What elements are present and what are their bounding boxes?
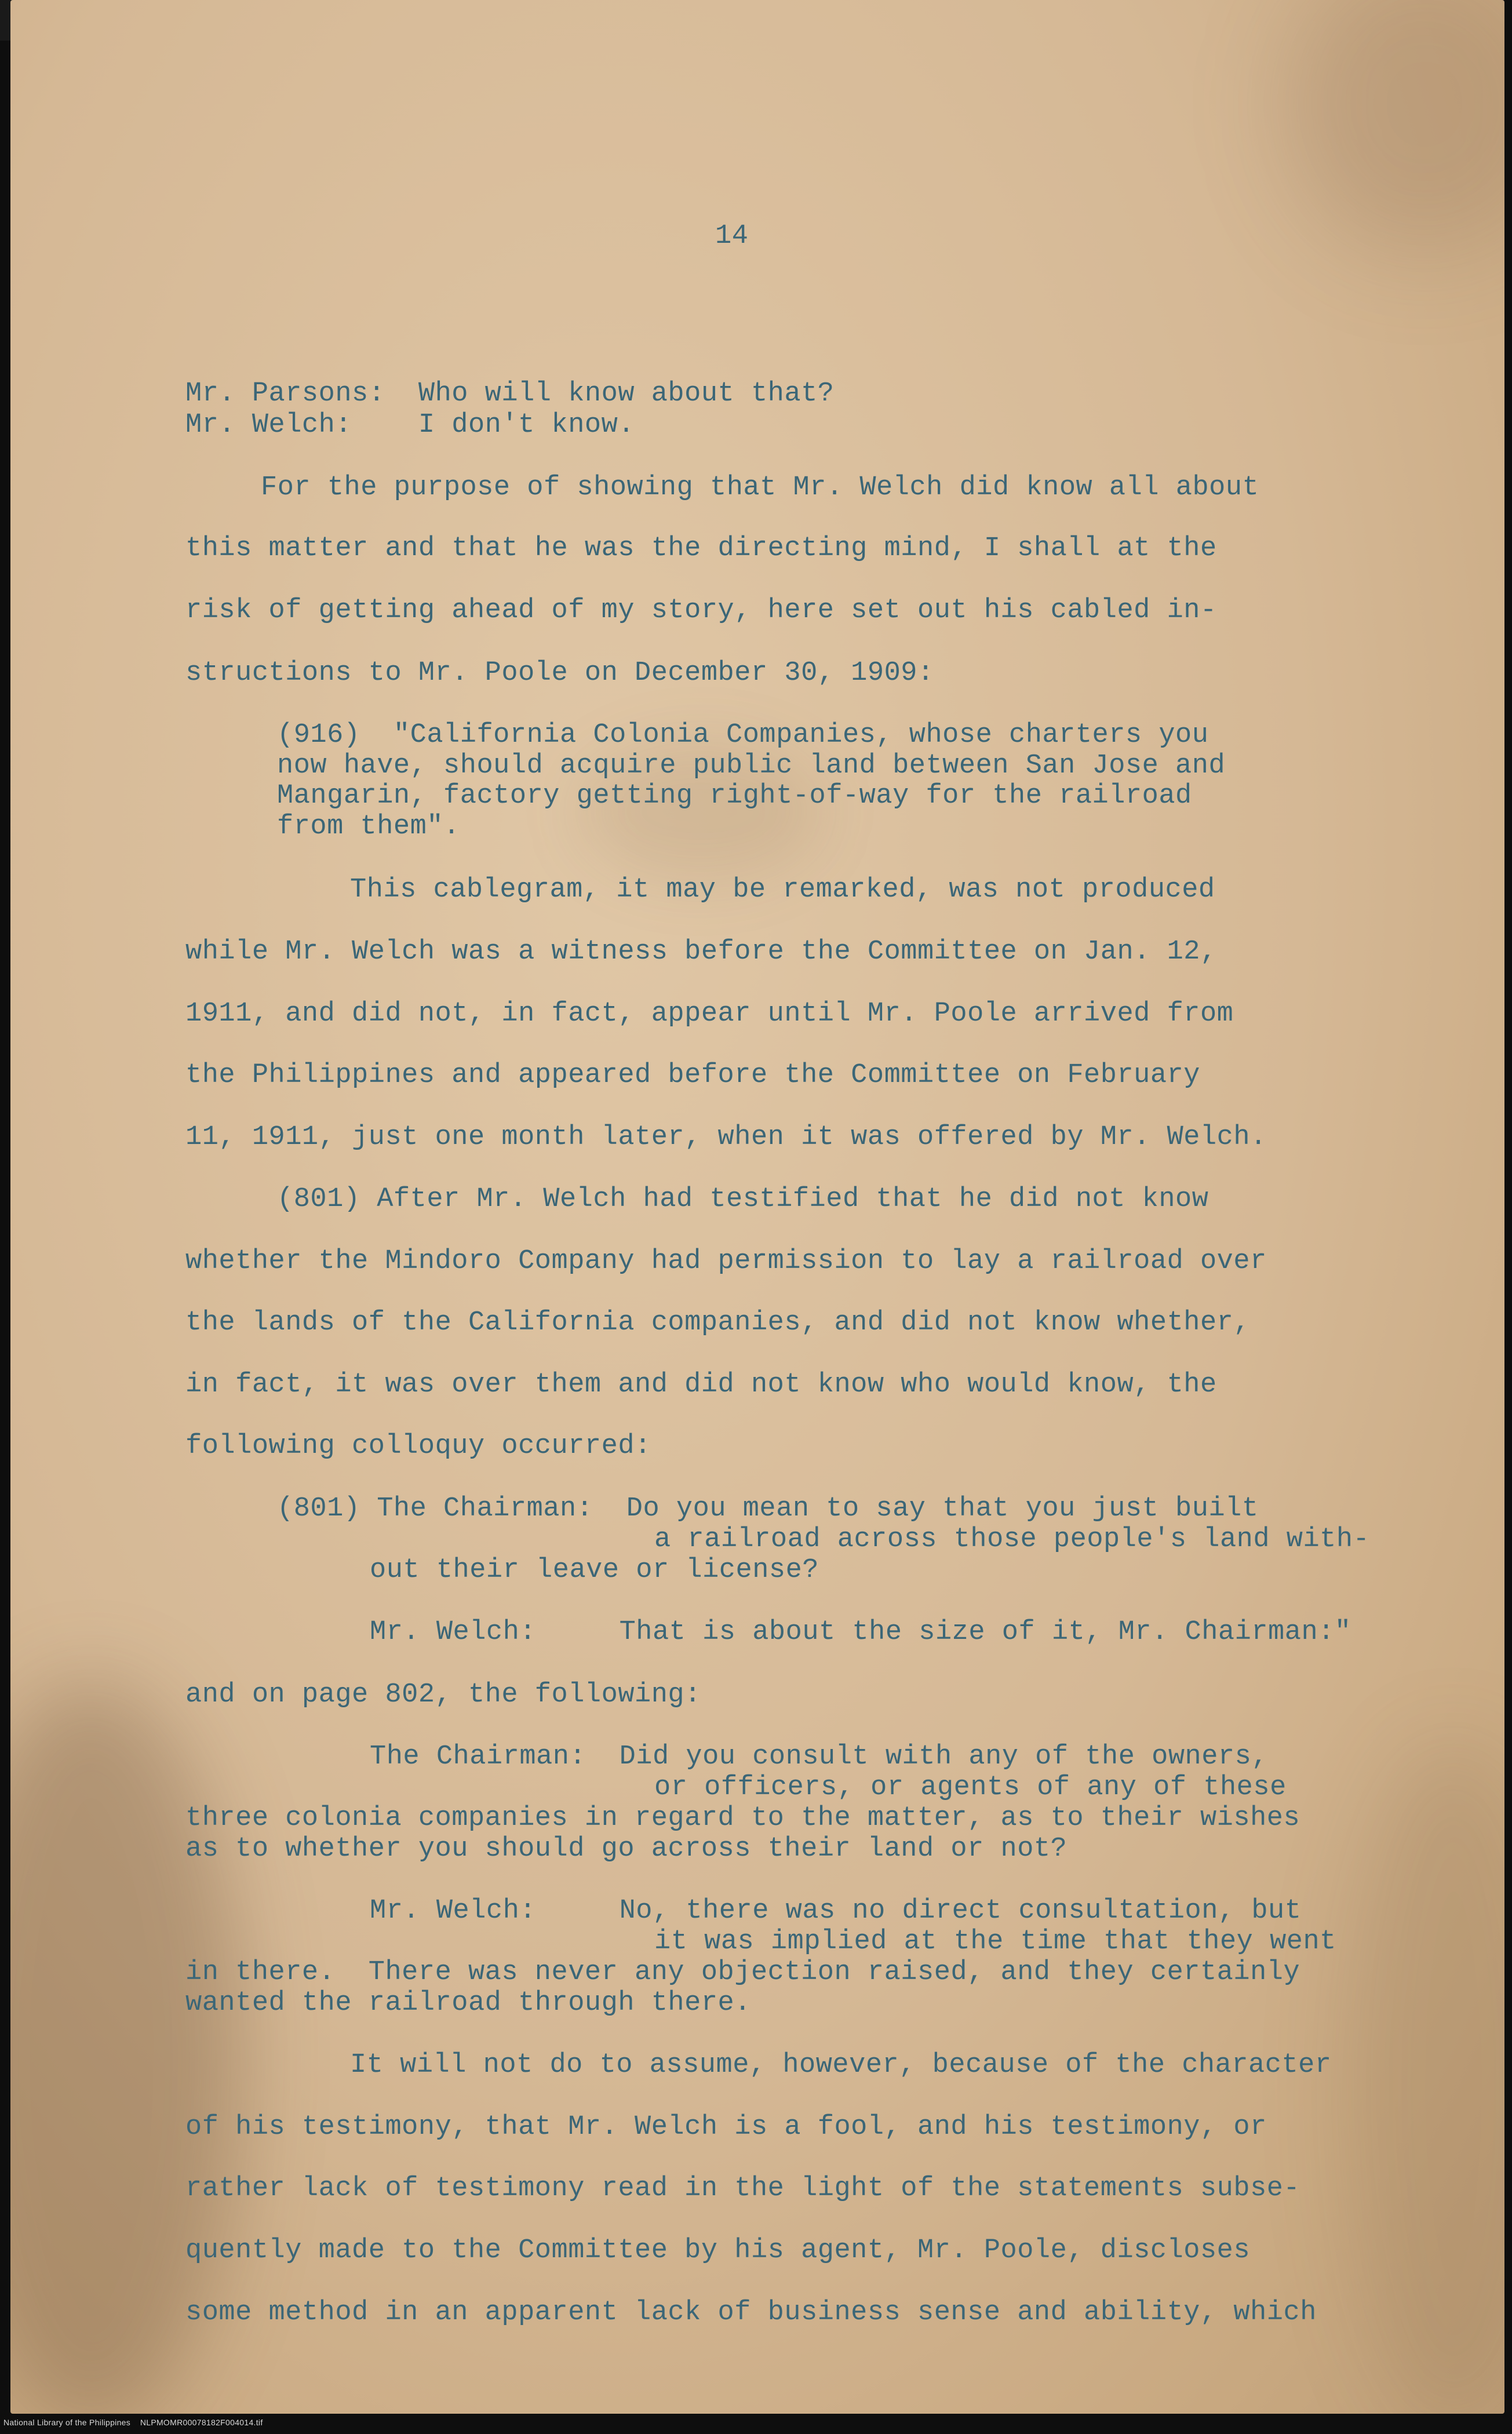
text-line: as to whether you should go across their land or not? bbox=[185, 1834, 1067, 1864]
text-line: It will not do to assume, however, because of the character bbox=[350, 2050, 1332, 2080]
text-line: some method in an apparent lack of business sense and ability, which bbox=[185, 2297, 1317, 2328]
text-line: Mr. Welch: I don't know. bbox=[185, 410, 635, 440]
text-line: of his testimony, that Mr. Welch is a fool, and his testimony, or bbox=[185, 2112, 1267, 2142]
text-line: structions to Mr. Poole on December 30, 1909: bbox=[185, 658, 934, 688]
stain bbox=[1343, 1739, 1504, 2414]
text-line: The Chairman: Did you consult with any of the owners, bbox=[370, 1741, 1269, 1772]
scan-footer: National Library of the Philippines NLPMOMR00078182F004014.tif bbox=[3, 2418, 263, 2427]
text-line: (801) The Chairman: Do you mean to say that you just built bbox=[277, 1493, 1259, 1524]
text-line: out their leave or license? bbox=[370, 1555, 819, 1586]
text-line: quently made to the Committee by his agent, Mr. Poole, discloses bbox=[185, 2235, 1251, 2266]
text-line: a railroad across those people's land with- bbox=[654, 1524, 1370, 1555]
text-line: following colloquy occurred: bbox=[185, 1431, 651, 1462]
text-line: Mr. Welch: That is about the size of it, Mr. Chairman:" bbox=[370, 1617, 1351, 1648]
text-line: (916) "California Colonia Companies, whose charters you bbox=[277, 720, 1209, 750]
text-line: it was implied at the time that they went bbox=[654, 1926, 1336, 1957]
text-line: Mangarin, factory getting right-of-way for the railroad bbox=[277, 781, 1192, 811]
text-line: For the purpose of showing that Mr. Welch did know all about bbox=[261, 472, 1259, 503]
text-line: Mr. Welch: No, there was no direct consultation, but bbox=[370, 1896, 1302, 1926]
text-line: this matter and that he was the directing mind, I shall at the bbox=[185, 533, 1217, 564]
text-line: 1911, and did not, in fact, appear until Mr. Poole arrived from bbox=[185, 999, 1234, 1029]
text-line: from them". bbox=[277, 811, 460, 842]
text-line: This cablegram, it may be remarked, was not produced bbox=[350, 875, 1215, 905]
page-number: 14 bbox=[715, 221, 749, 252]
text-line: in there. There was never any objection raised, and they certainly bbox=[185, 1957, 1300, 1988]
text-line: risk of getting ahead of my story, here set out his cabled in- bbox=[185, 595, 1217, 626]
text-line: whether the Mindoro Company had permission to lay a railroad over bbox=[185, 1246, 1267, 1277]
document-page bbox=[10, 0, 1504, 2414]
text-line: wanted the railroad through there. bbox=[185, 1988, 751, 2018]
text-line: while Mr. Welch was a witness before the Committee on Jan. 12, bbox=[185, 937, 1217, 967]
text-line: now have, should acquire public land between San Jose and bbox=[277, 750, 1226, 781]
text-line: the Philippines and appeared before the Committee on February bbox=[185, 1060, 1200, 1091]
text-line: in fact, it was over them and did not know who would know, the bbox=[185, 1369, 1217, 1400]
text-line: (801) After Mr. Welch had testified that he did not know bbox=[277, 1184, 1209, 1215]
text-line: Mr. Parsons: Who will know about that? bbox=[185, 378, 835, 409]
text-line: rather lack of testimony read in the light of the statements subse- bbox=[185, 2173, 1300, 2204]
text-line: 11, 1911, just one month later, when it was offered by Mr. Welch. bbox=[185, 1122, 1267, 1153]
text-line: or officers, or agents of any of these bbox=[654, 1772, 1287, 1803]
text-line: three colonia companies in regard to the matter, as to their wishes bbox=[185, 1803, 1300, 1834]
stain bbox=[1285, 0, 1504, 255]
text-line: and on page 802, the following: bbox=[185, 1679, 701, 1710]
text-line: the lands of the California companies, and did not know whether, bbox=[185, 1307, 1251, 1338]
